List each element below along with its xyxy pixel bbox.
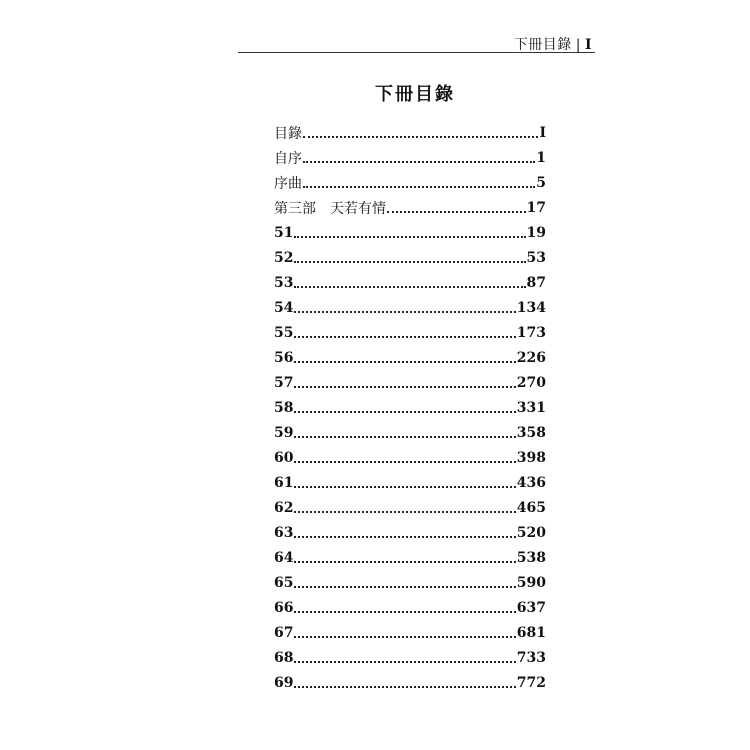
toc-entry[interactable]: [274, 270, 546, 295]
toc-dot-leader: [387, 211, 526, 213]
toc-entry-page-number: 681: [516, 624, 546, 641]
toc-entry-label: 63: [274, 524, 294, 541]
toc-entry[interactable]: [274, 495, 546, 520]
toc-entry[interactable]: [274, 120, 546, 145]
toc-entry-label: 65: [274, 574, 294, 591]
toc-entry-page-number: 270: [516, 374, 546, 391]
toc-entry-page-number: 87: [526, 274, 546, 291]
toc-dot-leader: [294, 636, 515, 638]
toc-entry[interactable]: [274, 470, 546, 495]
toc-entry-label: 55: [274, 324, 294, 341]
toc-entry-page-number: 465: [516, 499, 546, 516]
toc-entry-label: 61: [274, 474, 294, 491]
toc-entry-page-number: 226: [516, 349, 546, 366]
toc-entry[interactable]: [274, 295, 546, 320]
toc-dot-leader: [294, 561, 515, 563]
toc-dot-leader: [294, 261, 525, 263]
toc-entry-label: 52: [274, 249, 294, 266]
toc-entry-label: 62: [274, 499, 294, 516]
toc-dot-leader: [303, 161, 535, 163]
toc-entry-label: 68: [274, 649, 294, 666]
toc-entry[interactable]: [274, 645, 546, 670]
toc-entry-page-number: 398: [516, 449, 546, 466]
running-header-title: 下冊目錄: [513, 37, 572, 53]
toc-entry[interactable]: [274, 520, 546, 545]
toc-entry[interactable]: [274, 570, 546, 595]
toc-dot-leader: [294, 436, 515, 438]
toc-dot-leader: [294, 611, 515, 613]
toc-dot-leader: [303, 136, 538, 138]
toc-entry-page-number: 19: [526, 224, 546, 241]
toc-entry-label: 64: [274, 549, 294, 566]
toc-entry-label: 69: [274, 674, 294, 691]
toc-entry-page-number: 436: [516, 474, 546, 491]
toc-entry-page-number: 17: [526, 199, 546, 216]
running-header: [238, 30, 595, 53]
toc-entry-page-number: 5: [536, 174, 546, 191]
toc-entry-label: 53: [274, 274, 294, 291]
toc-dot-leader: [294, 411, 515, 413]
toc-dot-leader: [294, 361, 515, 363]
toc-entry-label: 60: [274, 449, 294, 466]
toc-entry[interactable]: [274, 245, 546, 270]
toc-entry-label: 第三部 天若有情: [274, 200, 386, 217]
toc-entry[interactable]: [274, 145, 546, 170]
running-header-text: [514, 34, 592, 54]
toc-entry-page-number: I: [539, 124, 546, 141]
toc-entry-label: 56: [274, 349, 294, 366]
toc-dot-leader: [303, 186, 535, 188]
toc-entry[interactable]: [274, 595, 546, 620]
toc-entry-page-number: 53: [526, 249, 546, 266]
toc-entry[interactable]: [274, 445, 546, 470]
toc-entry[interactable]: [274, 220, 546, 245]
toc-entry-label: 序曲: [274, 175, 302, 192]
toc-entry[interactable]: [274, 670, 546, 695]
toc-entry-page-number: 1: [536, 149, 546, 166]
running-header-separator: |: [575, 37, 581, 53]
toc-entry-label: 57: [274, 374, 294, 391]
toc-entry[interactable]: [274, 545, 546, 570]
toc-dot-leader: [294, 511, 515, 513]
toc-entry-label: 51: [274, 224, 294, 241]
toc-entry[interactable]: [274, 395, 546, 420]
toc-entry[interactable]: [274, 170, 546, 195]
toc-dot-leader: [294, 286, 525, 288]
toc-entry-label: 54: [274, 299, 294, 316]
toc-entry[interactable]: [274, 345, 546, 370]
toc-dot-leader: [294, 686, 515, 688]
toc-entry[interactable]: [274, 195, 546, 220]
toc-dot-leader: [294, 461, 515, 463]
toc-dot-leader: [294, 661, 515, 663]
toc-entry-page-number: 590: [516, 574, 546, 591]
toc-entry-page-number: 331: [516, 399, 546, 416]
toc-entry-page-number: 772: [516, 674, 546, 691]
toc-entry-page-number: 358: [516, 424, 546, 441]
toc-dot-leader: [294, 586, 515, 588]
toc-dot-leader: [294, 486, 515, 488]
toc-entry[interactable]: [274, 620, 546, 645]
toc-dot-leader: [294, 386, 515, 388]
toc-entry-label: 58: [274, 399, 294, 416]
toc-dot-leader: [294, 236, 525, 238]
toc-entry[interactable]: [274, 370, 546, 395]
toc-entry-label: 66: [274, 599, 294, 616]
toc-dot-leader: [294, 336, 515, 338]
toc-entry-page-number: 520: [516, 524, 546, 541]
toc-entry-page-number: 538: [516, 549, 546, 566]
toc-entry[interactable]: [274, 320, 546, 345]
toc-entry-page-number: 733: [516, 649, 546, 666]
page-title: 下冊目錄: [375, 84, 455, 105]
toc-dot-leader: [294, 536, 515, 538]
toc-entry-page-number: 134: [516, 299, 546, 316]
toc-entry-label: 67: [274, 624, 294, 641]
toc-entry-label: 59: [274, 424, 294, 441]
toc-entry[interactable]: [274, 420, 546, 445]
toc-dot-leader: [294, 311, 515, 313]
toc-entry-page-number: 637: [516, 599, 546, 616]
toc-entry-page-number: 173: [516, 324, 546, 341]
toc-entry-label: 自序: [274, 150, 302, 167]
toc-entry-label: 目錄: [274, 125, 302, 142]
running-header-page-number: I: [584, 37, 592, 53]
